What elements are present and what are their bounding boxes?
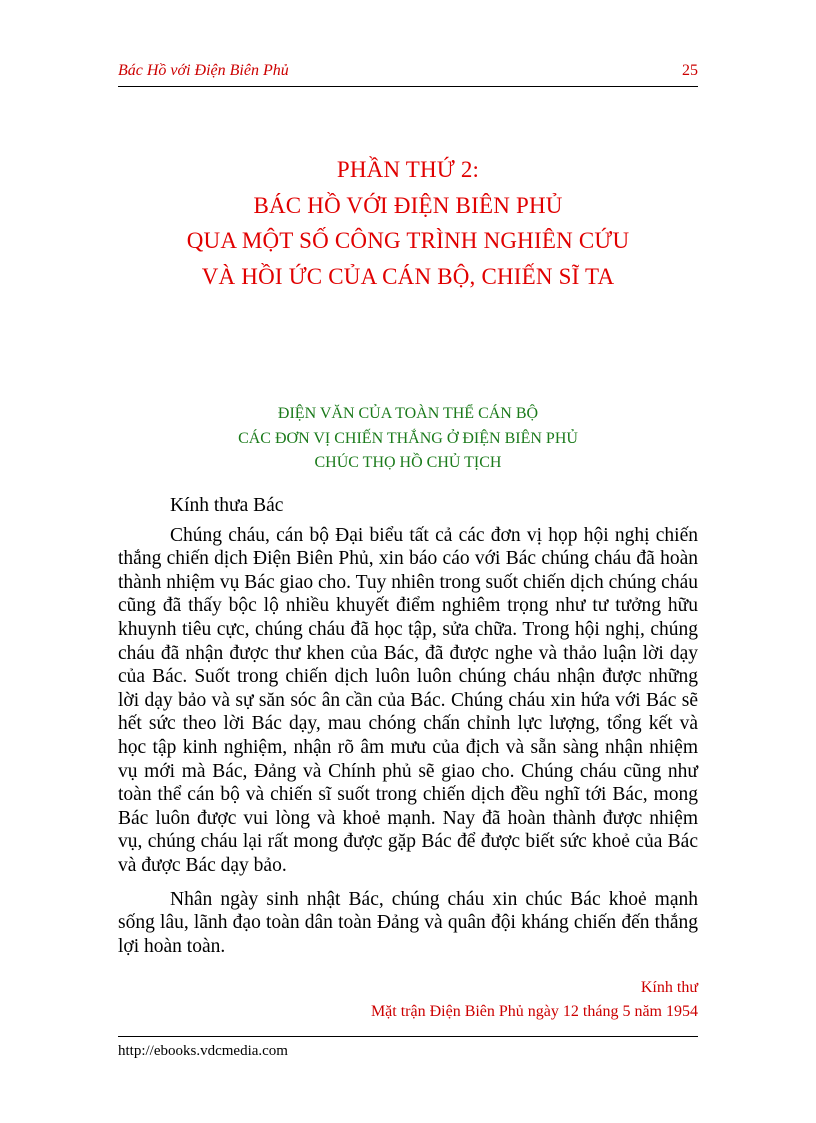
part-title-line: VÀ HỒI ỨC CỦA CÁN BỘ, CHIẾN SĨ TA bbox=[201, 263, 615, 289]
part-title bbox=[118, 152, 698, 294]
part-title-line: BÁC HỒ VỚI ĐIỆN BIÊN PHỦ bbox=[253, 192, 563, 218]
page-header bbox=[118, 58, 698, 87]
body-paragraph: Nhân ngày sinh nhật Bác, chúng cháu xin chúc Bác khoẻ mạnh sống lâu, lãnh đạo toàn dân toàn Đảng và quân đội kháng chiến đến thắng lợi hoàn toàn. bbox=[118, 888, 698, 957]
section-title-line: ĐIỆN VĂN CỦA TOÀN THỂ CÁN BỘ bbox=[277, 405, 539, 422]
page-footer bbox=[118, 1036, 698, 1059]
running-title: Bác Hồ với Điện Biên Phủ bbox=[118, 62, 289, 79]
closing bbox=[118, 976, 698, 1024]
greeting: Kính thưa Bác bbox=[170, 495, 284, 516]
page-number: 25 bbox=[682, 62, 698, 79]
closing-signature: Mặt trận Điện Biên Phủ ngày 12 tháng 5 năm 1954 bbox=[370, 1003, 698, 1020]
footer-url[interactable]: http://ebooks.vdcmedia.com bbox=[118, 1043, 288, 1059]
section-title bbox=[118, 402, 698, 476]
section-title-line: CÁC ĐƠN VỊ CHIẾN THẮNG Ở ĐIỆN BIÊN PHỦ bbox=[238, 429, 578, 447]
closing-salutation: Kính thư bbox=[640, 979, 698, 996]
part-title-line: PHẦN THỨ 2: bbox=[336, 157, 480, 182]
section-title-line: CHÚC THỌ HỒ CHỦ TỊCH bbox=[314, 454, 502, 471]
body-paragraph: Chúng cháu, cán bộ Đại biểu tất cả các đơn vị họp hội nghị chiến thắng chiến dịch Điện Biên Phủ, xin báo cáo với Bác chúng cháu đã hoàn thành nhiệm vụ Bác giao cho. Tuy nhiên trong suốt chiến dịch chúng cháu cũng đã thấy bộc lộ nhiều khuyết điểm nghiêm trọng như tư tưởng hữu khuynh tiêu cực, chúng cháu đã học tập, sửa chữa. Trong hội nghị, chúng cháu đã nhận được thư khen của Bác, đã được nghe và thảo luận lời dạy của Bác. Suốt trong chiến dịch luôn luôn chúng cháu nhận được những lời dạy bảo và sự săn sóc ân cần của Bác. Chúng cháu xin hứa với Bác sẽ hết sức theo lời Bác dạy, mau chóng chấn chỉnh lực lượng, tổng kết và học tập kinh nghiệm, nhận rõ âm mưu của địch và sẵn sàng nhận nhiệm vụ mới mà Bác, Đảng và Chính phủ sẽ giao cho. Chúng cháu cũng như toàn thể cán bộ và chiến sĩ suốt trong chiến dịch đều nghĩ tới Bác, mong Bác luôn được vui lòng và khoẻ mạnh. Nay đã hoàn thành được nhiệm vụ, chúng cháu lại rất mong được gặp Bác để được biết sức khoẻ của Bác và được Bác dạy bảo. bbox=[118, 524, 698, 876]
part-title-line: QUA MỘT SỐ CÔNG TRÌNH NGHIÊN CỨU bbox=[186, 228, 630, 253]
letter-body bbox=[118, 494, 698, 958]
